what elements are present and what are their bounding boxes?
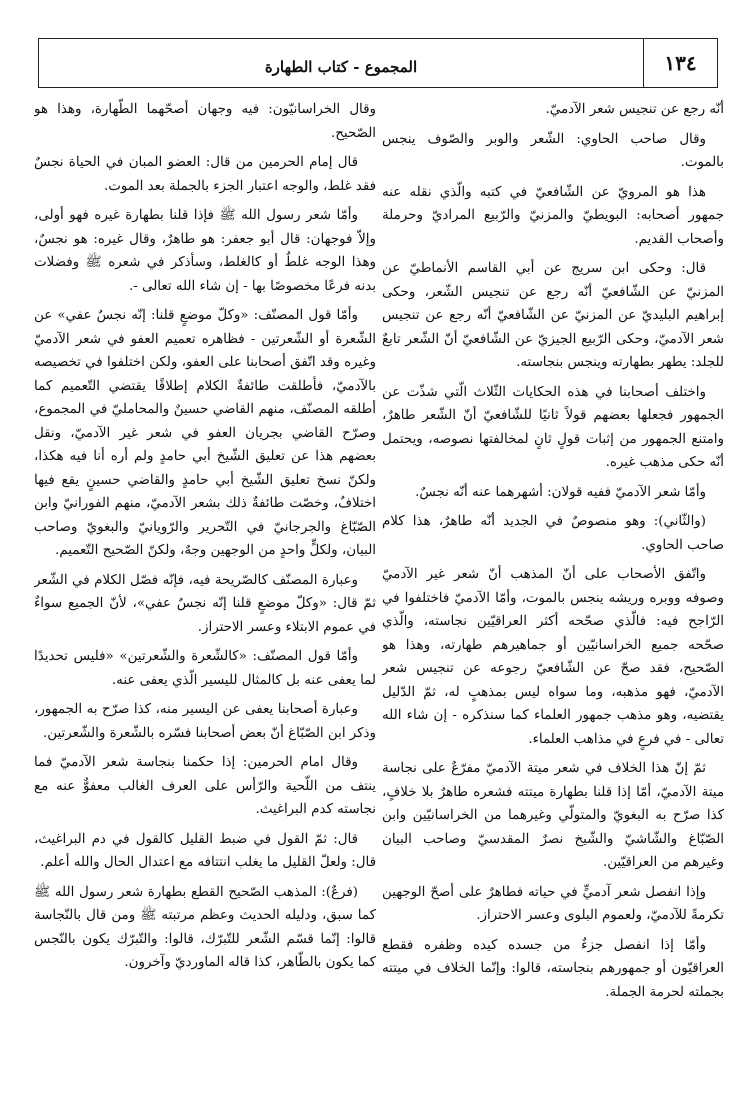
paragraph: قال: وحكى ابن سريج عن أبي القاسم الأنماطيّ عن المزنيّ عن الشّافعيّ أنّه رجع عن تنجيس الشّعر، وحكى إبراهيم البليديّ عن المزنيّ عن الشّافعيّ أنّه رجع عن تنجيس شعر الآدميّ، وحكى الرّبيع الجيزيّ عن الشّافعيّ أنّ الشّعر تابعٌ للجلد: يطهر بطهارته وينجس بنجاسته. bbox=[382, 261, 724, 370]
paragraph: وإذا انفصل شعر آدميٍّ في حياته فطاهرٌ على أصحّ الوجهين تكرمةً للآدميّ، ولعموم البلوى وعسر الاحتراز. bbox=[382, 884, 724, 923]
paragraph: وعبارة أصحابنا يعفى عن اليسير منه، كذا صرّح به الجمهور، وذكر ابن الصّبّاغ أنّ بعض أصحابنا فسّره بالشّعرة والشّعرتين. bbox=[34, 702, 376, 741]
paragraph: (فرعٌ): المذهب الصّحيح القطع بطهارة شعر رسول الله ﷺ كما سبق، ودليله الحديث وعظم مرتبته ﷺ ومن قال بالنّجاسة قالوا: إنّما قسّم الشّعر للتّبرّك، قالوا: والتّبرّك يكون بالنّجس كما يكون بالطّاهر، كذا قاله الماورديّ وآخرون. bbox=[34, 884, 376, 970]
right-column bbox=[382, 98, 724, 1106]
left-column bbox=[34, 98, 376, 1106]
paragraph: واختلف أصحابنا في هذه الحكايات الثّلاث الّتي شذّت عن الجمهور فجعلها بعضهم قولاً ثانيًا للشّافعيّ أنّ الشّعر طاهرٌ، وامتنع الجمهور من إثبات قولٍ ثانٍ لمخالفتها نصوصه، ويحتمل أنّه حكى مذهب غيره. bbox=[382, 384, 724, 470]
page-header bbox=[38, 38, 718, 88]
paragraph: وقال امام الحرمين: إذا حكمنا بنجاسة شعر الآدميّ فما ينتف من اللّحية والرّأس على العرف الغالب معفوٌّ عنه مع نجاسته كدم البراغيث. bbox=[34, 755, 376, 817]
running-title: المجموع - كتاب الطهارة bbox=[264, 58, 418, 76]
paragraph: وأمّا شعر الآدميّ ففيه قولان: أشهرهما عنه أنّه نجسٌ. bbox=[415, 484, 706, 500]
paragraph: قال: ثمّ القول في ضبط القليل كالقول في دم البراغيث، قال: ولعلّ القليل ما يغلب انتتافه مع اعتدال الحال والله أعلم. bbox=[34, 831, 376, 870]
text-columns bbox=[34, 98, 724, 1106]
paragraph: وأمّا قول المصنّف: «كالشّعرة والشّعرتين» «فليس تحديدًا لما يعفى عنه بل كالمثال لليسير الّذي يعفى عنه. bbox=[34, 649, 376, 688]
paragraph: هذا هو المرويّ عن الشّافعيّ في كتبه والّذي نقله عنه جمهور أصحابه: البويطيّ والمزنيّ والرّبيع المراديّ وحرملة وأصحاب القديم. bbox=[382, 184, 724, 247]
paragraph: واتّفق الأصحاب على أنّ المذهب أنّ شعر غير الآدميّ وصوفه ووبره وريشه ينجس بالموت، وأمّا الآدميّ فاختلفوا في الرّاجح فيه: فالّذي صحّحه أكثر العراقيّين نجاسته، والّذي صحّحه جميع الخراسانيّين أو جماهيرهم طهارته، وهذا هو الصّحيح، فقد صحّ عن الشّافعيّ رجوعه عن تنجيس شعر الآدميّ، فهو مذهبه، وما سواه ليس بمذهبٍ له، ثمّ الدّليل يقتضيه، وهو مذهب جمهور العلماء كما سنذكره - إن شاء الله تعالى - في فرعٍ في مذاهب العلماء. bbox=[382, 567, 724, 747]
paragraph: ثمّ إنّ هذا الخلاف في شعر ميتة الآدميّ مفرّعٌ على نجاسة ميتة الآدميّ، أمّا إذا قلنا بطهارة ميتته فشعره طاهرٌ بلا خلافٍ، كذا صرّح به البغويّ والمتولّي وغيرهما من الخراسانيّين وابن الصّبّاغ والشّاشيّ والشّيخ نصرٌ المقدسيّ وصاحب البيان وغيرهم من العراقيّين. bbox=[382, 761, 724, 870]
paragraph: (والثّاني): وهو منصوصٌ في الجديد أنّه طاهرٌ، هذا كلام صاحب الحاوي. bbox=[382, 514, 724, 553]
paragraph: وأمّا قول المصنّف: «وكلّ موضعٍ قلنا: إنّه نجسٌ عفي» عن الشّعرة أو الشّعرتين - فظاهره تعميم العفو في شعر الآدميّ وغيره وقد اتّفق أصحابنا على العفو، ولكن اختلفوا في تخصيصه بالآدميّ، فأطلقت طائفةٌ الكلام إطلاقًا يقتضي التّعميم كما أطلقه المصنّف، منهم القاضي حسينٌ والمحامليّ في المجموع، وصرّح القاضي بجريان العفو في شعر غير الآدميّ، ونقل بعضهم هذا عن تعليق الشّيخ أبي حامدٍ ولم أره أنا فيه هكذا، ولكنّ نسخ تعليق الشّيخ أبي حامدٍ والقاضي حسينٍ يقع فيها اختلافٌ، وخصّت طائفةٌ ذلك بشعر الآدميّ، منهم الفورانيّ وابن الصّبّاغ والجرجانيّ في التّحرير والرّويانيّ والبغويّ وصاحب البيان، ولكلٍّ واحدٍ من الوجهين وجهٌ، ولكنّ الصّحيح التّعميم. bbox=[34, 308, 376, 558]
paragraph: وقال الخراسانيّون: فيه وجهان أصحّهما الطّهارة، وهذا هو الصّحيح. bbox=[34, 102, 376, 141]
paragraph: وأمّا إذا انفصل جزءٌ من جسده كيده وظفره فقطع العراقيّون أو جمهورهم بنجاسته، قالوا: وإنّما الخلاف في ميتته بجملته لحرمة الجملة. bbox=[382, 937, 724, 1000]
paragraph: أنّه رجع عن تنجيس شعر الآدميّ. bbox=[545, 102, 724, 117]
paragraph: وعبارة المصنّف كالصّريحة فيه، فإنّه فصّل الكلام في الشّعر ثمّ قال: «وكلّ موضعٍ قلنا إنّه نجسٌ عفي»، لأنّ الجميع سواءٌ في عموم الابتلاء وعسر الاحتراز. bbox=[34, 572, 376, 635]
page-number: ١٣٤ bbox=[643, 39, 717, 87]
paragraph: وأمّا شعر رسول الله ﷺ فإذا قلنا بطهارة غيره فهو أولى، وإلاّ فوجهان: قال أبو جعفر: هو طاهرٌ، وقال غيره: هو نجسٌ، وهذا الوجه غلطٌ أو كالغلط، وسأذكر في شعره ﷺ وفضلات بدنه فرعًا مخصوصًا بها - إن شاء الله تعالى -. bbox=[34, 208, 376, 294]
paragraph: وقال صاحب الحاوي: الشّعر والوبر والصّوف ينجس بالموت. bbox=[382, 131, 724, 170]
paragraph: قال إمام الحرمين من قال: العضو المبان في الحياة نجسٌ فقد غلط، والوجه اعتبار الجزء بالجملة بعد الموت. bbox=[34, 155, 376, 194]
